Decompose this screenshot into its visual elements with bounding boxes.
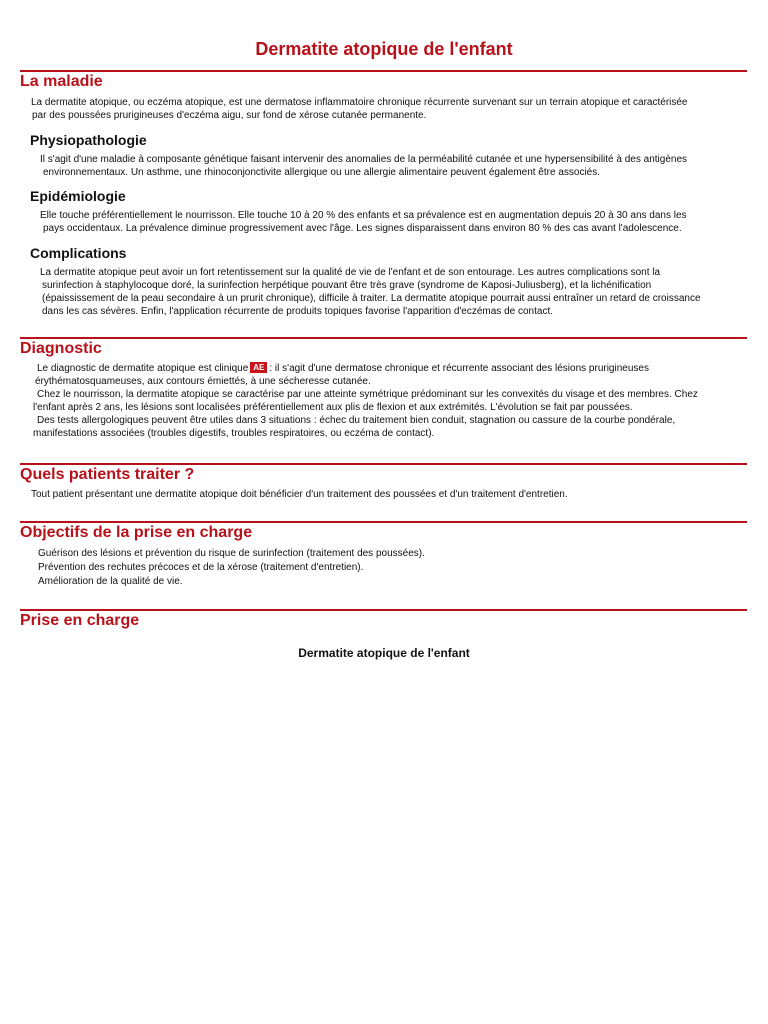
list-item: Prévention des rechutes précoces et de la xérose (traitement d'entretien). bbox=[38, 562, 364, 573]
section-divider bbox=[20, 70, 747, 72]
paragraph-line: surinfection à staphylocoque doré, la surinfection herpétique pouvant être très grave (syndrome de Kaposi-Juliusberg), et la lichénification bbox=[42, 280, 652, 291]
paragraph-line bbox=[33, 362, 698, 375]
diagnostic-line-start: Le diagnostic de dermatite atopique est clinique bbox=[37, 363, 249, 374]
paragraph-line: pays occidentaux. La prévalence diminue progressivement avec l'âge. Les signes disparaissent dans environ 80 % des cas avant l'adolescence. bbox=[43, 223, 682, 234]
evidence-grade-badge: AE bbox=[250, 362, 267, 373]
subsection-heading-complications: Complications bbox=[30, 245, 127, 261]
section-heading-diagnostic: Diagnostic bbox=[20, 340, 102, 357]
paragraph-line: Chez le nourrisson, la dermatite atopique se caractérise par une atteinte symétrique prédominant sur les convexités du visage et des membres. Chez bbox=[37, 389, 698, 400]
embedded-document-title: Dermatite atopique de l'enfant bbox=[298, 646, 470, 660]
complications-text bbox=[40, 266, 701, 318]
section-heading-maladie: La maladie bbox=[20, 73, 103, 90]
epidemiologie-text bbox=[40, 209, 687, 235]
section-heading-objectifs: Objectifs de la prise en charge bbox=[20, 524, 253, 541]
paragraph-line: Il s'agit d'une maladie à composante génétique faisant intervenir des anomalies de la perméabilité cutanée et une hypersensibilité à des antigènes bbox=[40, 154, 688, 165]
section-heading-prise-en-charge: Prise en charge bbox=[20, 612, 140, 629]
paragraph-line: manifestations associées (troubles digestifs, troubles respiratoires, ou eczéma de contact). bbox=[33, 428, 435, 439]
paragraph-line: l'enfant après 2 ans, les lésions sont localisées préférentiellement aux plis de flexion et aux extrémités. L'évolution se fait par poussées. bbox=[33, 402, 633, 413]
document-title: Dermatite atopique de l'enfant bbox=[255, 39, 513, 59]
subsection-heading-physiopathologie: Physiopathologie bbox=[30, 132, 147, 148]
paragraph-line: La dermatite atopique peut avoir un fort retentissement sur la qualité de vie de l'enfant et de son entourage. Les autres complications sont la bbox=[40, 267, 661, 278]
paragraph-line: Des tests allergologiques peuvent être utiles dans 3 situations : échec du traitement bien conduit, stagnation ou cassure de la courbe pondérale, bbox=[37, 415, 676, 426]
diagnostic-line-end: : il s'agit d'une dermatose chronique et récurrente associant des lésions prurigineuses bbox=[269, 363, 649, 374]
paragraph-line: Tout patient présentant une dermatite atopique doit bénéficier d'un traitement des poussées et d'un traitement d'entretien. bbox=[31, 489, 568, 500]
subsection-heading-epidemiologie: Epidémiologie bbox=[30, 188, 126, 204]
list-item: Amélioration de la qualité de vie. bbox=[38, 576, 183, 587]
paragraph-line: dans les cas sévères. Enfin, l'application récurrente de produits topiques favorise l'apparition d'eczémas de contact. bbox=[42, 306, 554, 317]
section-divider bbox=[20, 337, 747, 339]
paragraph-line: La dermatite atopique, ou eczéma atopique, est une dermatose inflammatoire chronique récurrente survenant sur un terrain atopique et caractérisée bbox=[31, 97, 688, 108]
patients-text bbox=[31, 488, 568, 501]
paragraph-line: Elle touche préférentiellement le nourrisson. Elle touche 10 à 20 % des enfants et sa prévalence est en augmentation depuis 20 à 30 ans dans les bbox=[40, 210, 687, 221]
physiopathologie-text bbox=[40, 153, 687, 179]
section-heading-patients: Quels patients traiter ? bbox=[20, 466, 195, 483]
paragraph-line: érythématosquameuses, aux contours émiettés, à une sécheresse cutanée. bbox=[35, 376, 371, 387]
paragraph-line: environnementaux. Un asthme, une rhinoconjonctivite allergique ou une allergie alimentaire peuvent également être associés. bbox=[43, 167, 601, 178]
diagnostic-text bbox=[33, 362, 698, 440]
maladie-intro bbox=[31, 96, 688, 122]
list-item: Guérison des lésions et prévention du risque de surinfection (traitement des poussées). bbox=[38, 548, 425, 559]
paragraph-line: (épaississement de la peau secondaire à un prurit chronique), difficile à traiter. La dermatite atopique pourrait aussi entraîner un retard de croissance bbox=[42, 293, 701, 304]
objectifs-list bbox=[38, 547, 425, 589]
paragraph-line: par des poussées prurigineuses d'eczéma aigu, sur fond de xérose cutanée permanente. bbox=[32, 110, 427, 121]
